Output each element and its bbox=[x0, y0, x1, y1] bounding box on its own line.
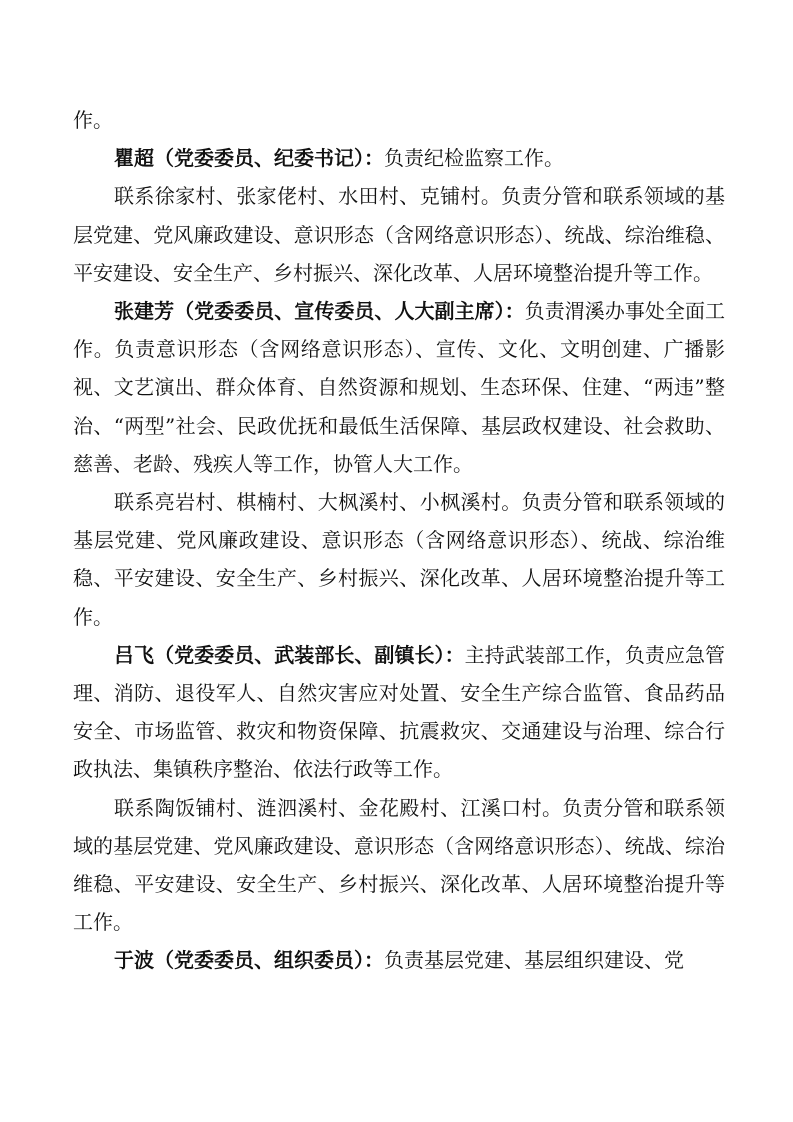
paragraph-text: 联系亮岩村、棋楠村、大枫溪村、小枫溪村。负责分管和联系领域的基层党建、党风廉政建设、意识形态（含网络意识形态）、统战、综治维稳、平安建设、安全生产、乡村振兴、深化改革、人居环境整治提升等工作。 bbox=[73, 490, 725, 629]
paragraph-lv-fei-villages bbox=[73, 789, 725, 942]
paragraph-text: 负责基层党建、基层组织建设、党 bbox=[384, 948, 684, 973]
document-body bbox=[73, 101, 725, 980]
paragraph-yu-bo-duties bbox=[73, 941, 725, 979]
paragraph-text: 负责纪检监察工作。 bbox=[384, 146, 564, 171]
paragraph-qu-chao-duties bbox=[73, 139, 725, 177]
paragraph-zhang-jianfang-duties bbox=[73, 292, 725, 483]
paragraph-continuation bbox=[73, 101, 725, 139]
official-name-title: 瞿超（党委委员、纪委书记）： bbox=[114, 146, 384, 171]
official-name-title: 张建芳（党委委员、宣传委员、人大副主席）： bbox=[114, 299, 525, 324]
paragraph-text: 负责渭溪办事处全面工作。负责意识形态（含网络意识形态）、宣传、文化、文明创建、广播影视、文艺演出、群众体育、自然资源和规划、生态环保、住建、“两违”整治、“两型”社会、民政优抚和最低生活保障、基层政权建设、社会救助、慈善、老龄、残疾人等工作，协管人大工作。 bbox=[73, 299, 726, 476]
official-name-title: 于波（党委委员、组织委员）： bbox=[114, 948, 384, 973]
paragraph-qu-chao-villages bbox=[73, 177, 725, 292]
official-name-title: 吕飞（党委委员、武装部长、副镇长）： bbox=[114, 642, 465, 667]
paragraph-text: 作。 bbox=[73, 108, 113, 132]
paragraph-text: 主持武装部工作，负责应急管理、消防、退役军人、自然灾害应对处置、安全生产综合监管、食品药品安全、市场监管、救灾和物资保障、抗震救灾、交通建设与治理、综合行政执法、集镇秩序整治、依法行政等工作。 bbox=[73, 642, 726, 782]
paragraph-lv-fei-duties bbox=[73, 636, 725, 789]
paragraph-zhang-jianfang-villages bbox=[73, 483, 725, 636]
paragraph-text: 联系徐家村、张家佬村、水田村、克铺村。负责分管和联系领域的基层党建、党风廉政建设、意识形态（含网络意识形态）、统战、综治维稳、平安建设、安全生产、乡村振兴、深化改革、人居环境整治提升等工作。 bbox=[73, 184, 725, 285]
paragraph-text: 联系陶饭铺村、涟泗溪村、金花殿村、江溪口村。负责分管和联系领域的基层党建、党风廉政建设、意识形态（含网络意识形态）、统战、综治维稳、平安建设、安全生产、乡村振兴、深化改革、人居环境整治提升等工作。 bbox=[73, 795, 725, 935]
